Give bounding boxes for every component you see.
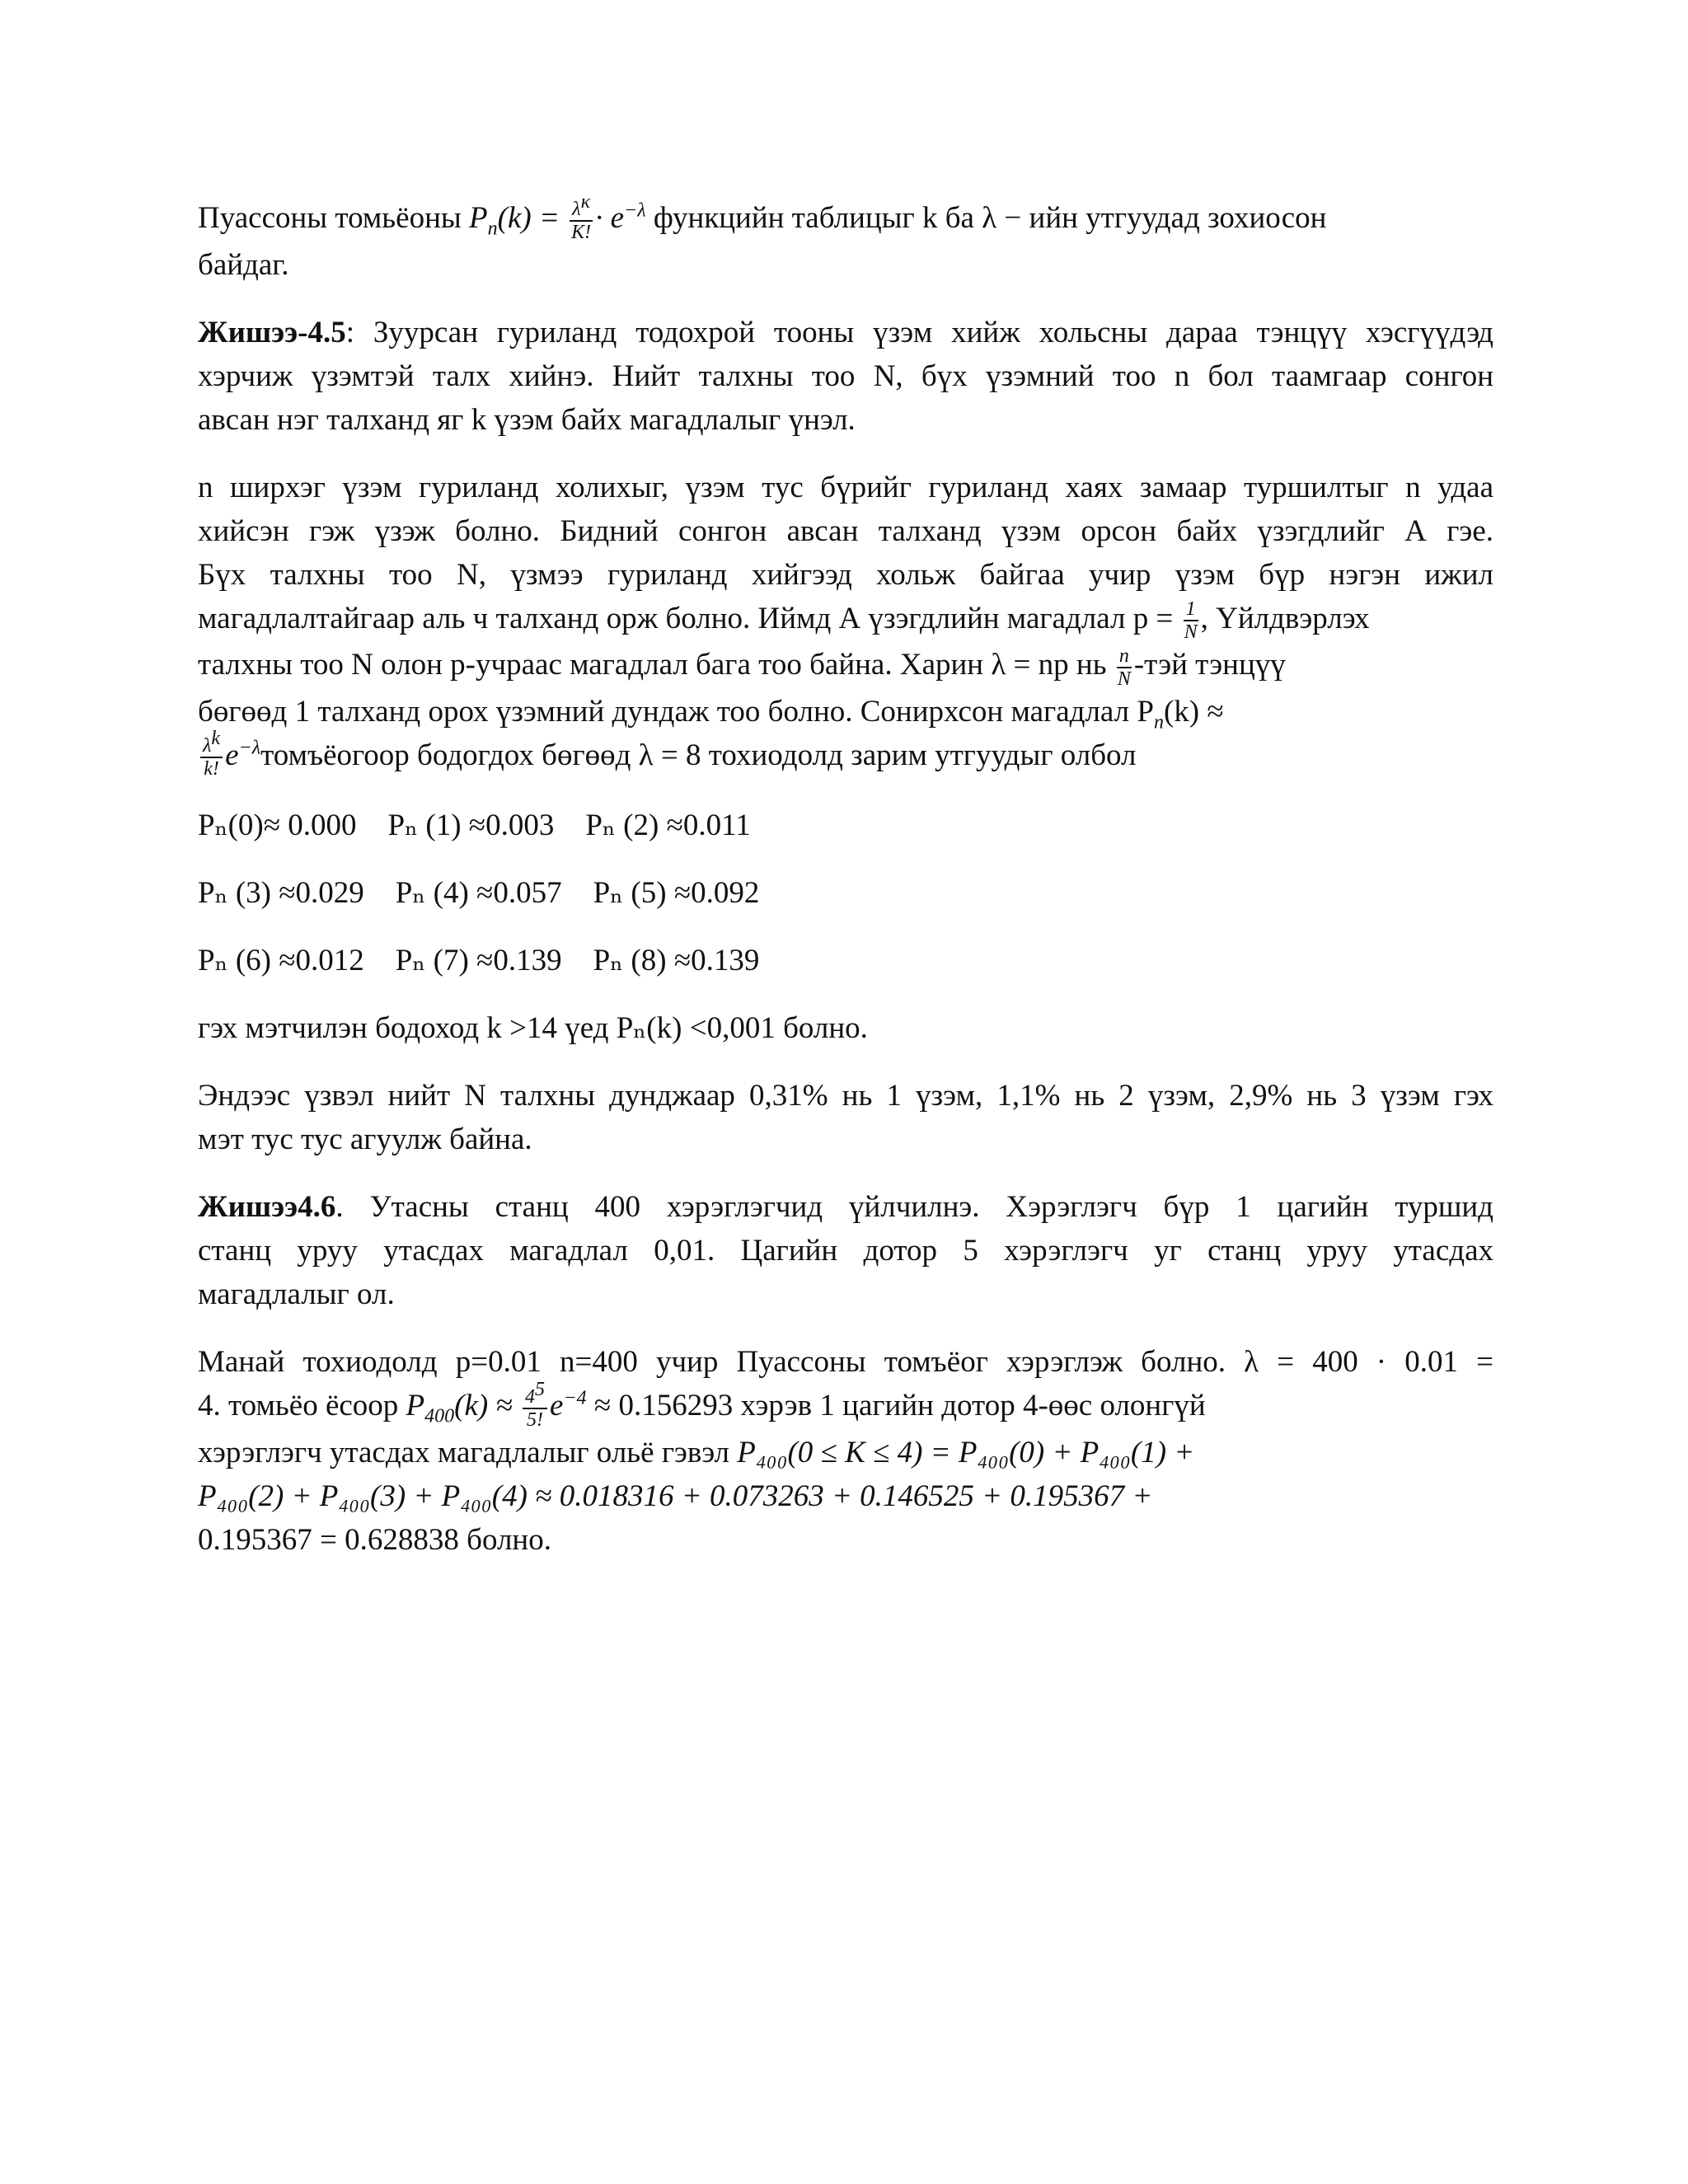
example-4-6-title: Жишээ4.6	[198, 1190, 336, 1225]
solution-4-6-line-2: 4. томьёо ёсоор $P_{400}(k)$ ≈ $\frac{4^5}{5!}$ $e^{-4} \approx 0.156293$ хэрэв 1 цагийн дотор 4-өөс олонгүй	[198, 1378, 1206, 1431]
fraction-4-5-over-5: $\frac{4^5}{5!}$	[523, 1386, 547, 1431]
conclusion-paragraph: гэх мэтчилэн бодоход k >14 үед Pₙ(k) <0,001 болно.	[198, 1011, 868, 1046]
solution-4-6-line-1: Манай тохиодолд p=0.01 n=400 учир Пуассоны томъёог хэрэглэж болно. λ = 400 · 0.01 =	[198, 1345, 1493, 1380]
summary-line-2: мэт тус тус агуулж байна.	[198, 1122, 532, 1157]
example-4-6-paragraph	[198, 1185, 1493, 1316]
solution-4-6-line-4: P₄₀₀(2) + P₄₀₀(3) + P₄₀₀(4) ≈ 0.018316 + 0.073263 + 0.146525 + 0.195367 +	[198, 1479, 1153, 1513]
fraction-n-over-N: $\frac{n}{N}$	[1117, 644, 1131, 690]
solution-4-6-paragraph	[198, 1340, 1493, 1562]
solution-4-5-line-7: $\frac{\lambda^k}{k!}$ $e^{-\lambda}томъёогоор$ бодогдох бөгөөд λ = 8 тохиодолд зарим утгуудыг олбол	[198, 733, 1493, 780]
solution-4-6-line-5: 0.195367 = 0.628838 болно.	[198, 1522, 551, 1557]
solution-4-5-line-1: n ширхэг үзэм гуриланд холихыг, үзэм тус бүрийг гуриланд хаях замаар туршилтыг n удаа	[198, 470, 1493, 504]
example-4-6-line-1: Жишээ4.6. Утасны станц 400 хэрэглэгчид үйлчилнэ. Хэрэглэгч бүр 1 цагийн туршид	[198, 1190, 1493, 1225]
example-4-5-line-2: хэрчиж үзэмтэй талх хийнэ. Нийт талхны тоо N, бүх үзэмний тоо n бол таамгаар сонгон	[198, 359, 1493, 393]
values-row-3: Pₙ (6) ≈0.012 Pₙ (7) ≈0.139 Pₙ (8) ≈0.139	[198, 944, 760, 978]
example-4-6-line-3: магадлалыг ол.	[198, 1277, 395, 1312]
poisson-formula: $P_n(k)$ = $\frac{\lambda^\kappa}{K!}$ · $e^{-\lambda}$	[469, 190, 646, 243]
example-4-5-line-1: Жишээ-4.5: Зуурсан гуриланд тодохрой тооны үзэм хийж хольсны дараа тэнцүү хэсгүүдэд	[198, 315, 1493, 349]
intro-paragraph	[198, 190, 1493, 287]
solution-4-5-line-6: бөгөөд 1 талханд орох үзэмний дундаж тоо болно. Сонирхсон магадлал $P_n(k)$ ≈	[198, 694, 1224, 733]
solution-4-5-line-5: талхны тоо N олон р-учраас магадлал бага тоо байна. Харин λ = np нь $\frac{n}{N}$ -тэй тэнцүү	[198, 644, 1286, 690]
solution-4-5-paragraph	[198, 466, 1493, 780]
solution-4-5-line-2: хийсэн гэж үзэж болно. Бидний сонгон авсан талханд үзэм орсон байх үзэгдлийг А гэе.	[198, 513, 1493, 548]
solution-4-6-line-3: хэрэглэгч утасдах магадлалыг ольё гэвэл P₄₀₀(0 ≤ K ≤ 4) = P₄₀₀(0) + P₄₀₀(1) +	[198, 1435, 1195, 1469]
values-row-1: Pₙ(0)≈ 0.000 Pₙ (1) ≈0.003 Pₙ (2) ≈0.011	[198, 808, 751, 843]
fraction-lambda-k: $\frac{\lambda^k}{k!}$	[200, 735, 223, 780]
intro-line-2: байдаг.	[198, 247, 289, 282]
example-4-5-title: Жишээ-4.5	[198, 315, 346, 349]
example-4-5-line-3: авсан нэг талханд яг k үзэм байх магадлалыг үнэл.	[198, 402, 856, 437]
example-4-5-paragraph	[198, 311, 1493, 442]
summary-line-1: Эндээс үзвэл нийт N талхны дунджаар 0,31% нь 1 үзэм, 1,1% нь 2 үзэм, 2,9% нь 3 үзэм гэх	[198, 1079, 1493, 1113]
solution-4-5-line-4: магадлалтайгаар аль ч талханд орж болно. Иймд А үзэгдлийн магадлал p = $\frac{1}{N}$ , Үйлдвэрлэх	[198, 598, 1370, 644]
values-row-2: Pₙ (3) ≈0.029 Pₙ (4) ≈0.057 Pₙ (5) ≈0.092	[198, 876, 760, 911]
solution-4-5-line-3: Бүх талхны тоо N, үзмээ гуриланд хийгээд хольж байгаа учир үзэм бүр нэгэн ижил	[198, 557, 1493, 592]
summary-paragraph	[198, 1074, 1493, 1161]
intro-line-1: Пуассоны томьёоны $P_n(k)$ = $\frac{\lambda^\kappa}{K!}$ · $e^{-\lambda}$ функцийн таблицыг k ба λ − ийн утгуудад зохиосон	[198, 190, 1327, 243]
fraction-1-over-n: $\frac{1}{N}$	[1184, 598, 1198, 644]
example-4-6-line-2: станц уруу утасдах магадлал 0,01. Цагийн дотор 5 хэрэглэгч уг станц уруу утасдах	[198, 1234, 1493, 1268]
document-page	[198, 190, 1493, 1586]
